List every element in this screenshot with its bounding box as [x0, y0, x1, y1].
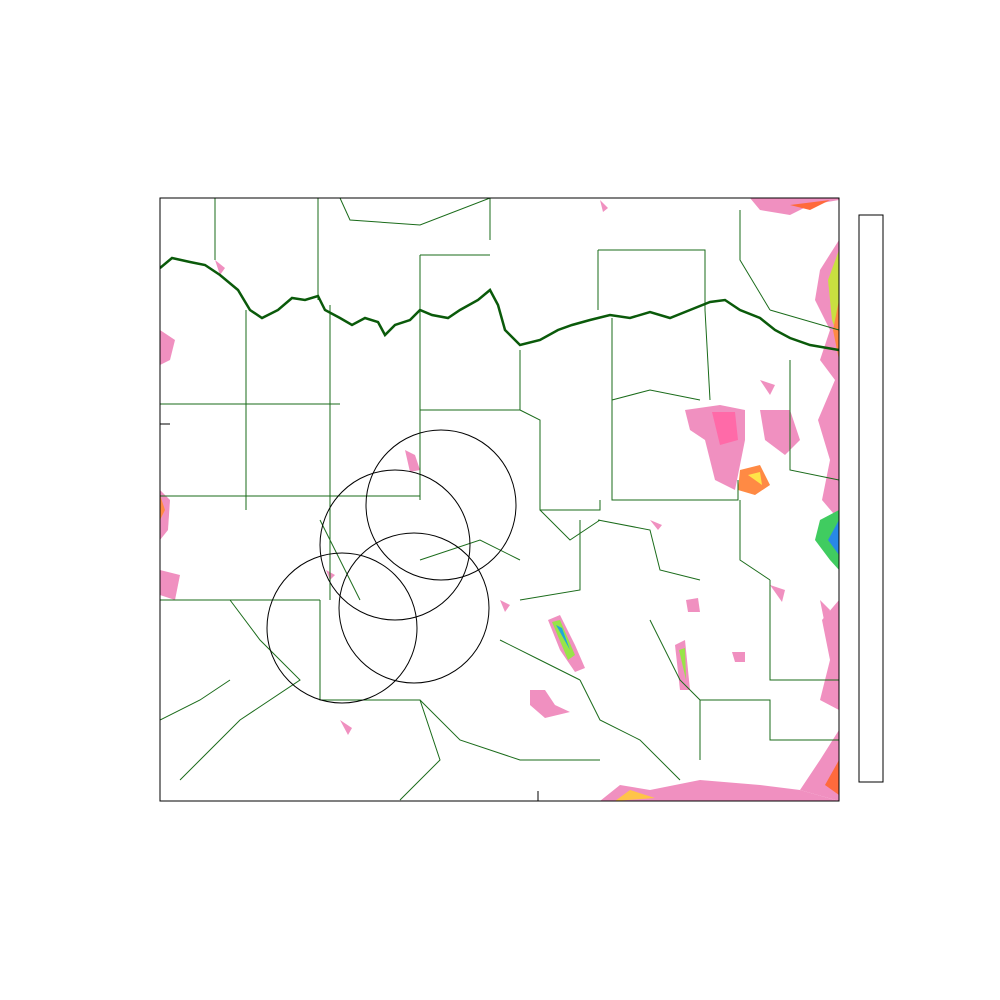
- state-border: [160, 258, 839, 350]
- axis-ticks: [160, 424, 538, 801]
- colorbar-frame: [859, 215, 883, 782]
- radar-range-rings: [267, 430, 516, 703]
- county-lines: [160, 198, 839, 800]
